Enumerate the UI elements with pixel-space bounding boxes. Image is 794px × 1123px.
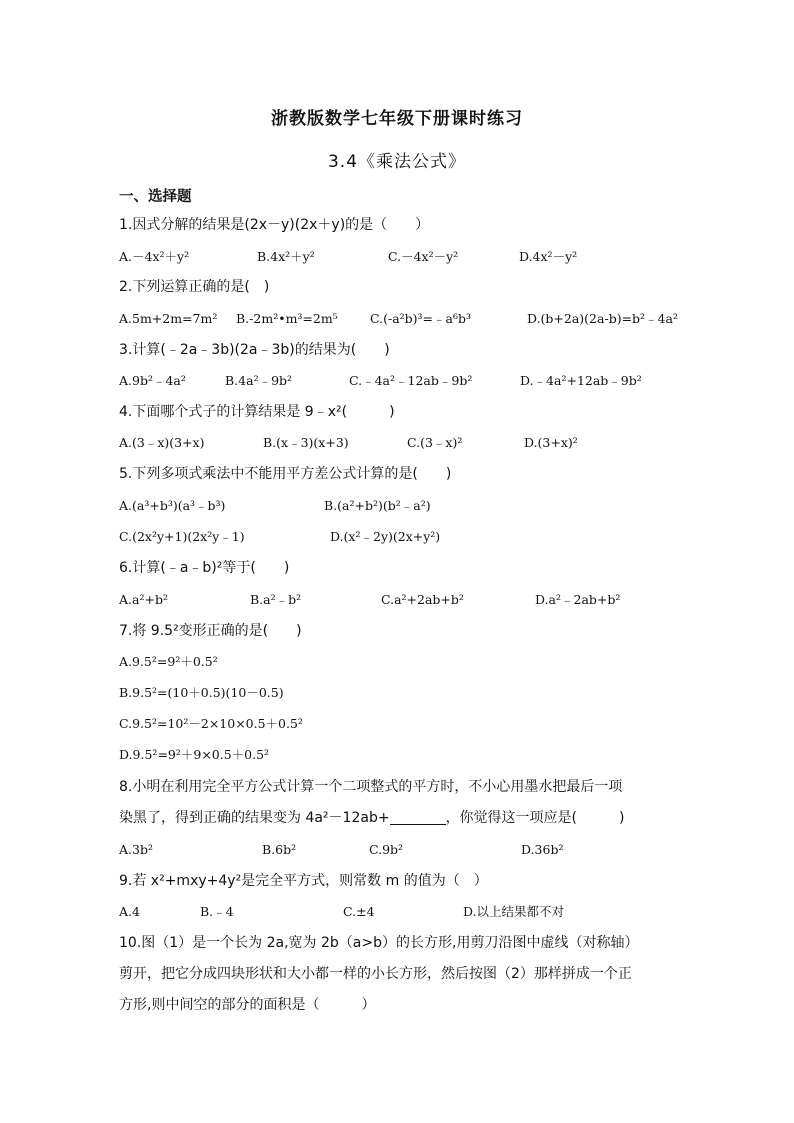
question-4-option-a: A.(3﹣x)(3+x)	[119, 435, 205, 450]
question-9-stem: 9.若 x²+mxy+4y²是完全平方式，则常数 m 的值为（ ）	[119, 873, 488, 889]
question-4-option-c: C.(3﹣x)²	[407, 435, 463, 450]
question-1-stem: 1.因式分解的结果是(2x－y)(2x＋y)的是（ ）	[119, 217, 430, 233]
question-8-stem-line2	[119, 808, 625, 828]
question-5-option-a: A.(a³+b³)(a³﹣b³)	[119, 498, 226, 513]
question-9-option-d: D.以上结果都不对	[463, 904, 565, 919]
question-6-option-a: A.a²+b²	[119, 592, 168, 607]
question-4-option-d: D.(3+x)²	[524, 435, 578, 450]
question-2-option-d: D.(b+2a)(2a-b)=b²﹣4a²	[527, 311, 678, 326]
question-1-option-b: B.4x²＋y²	[257, 249, 315, 264]
question-10-line2: 剪开，把它分成四块形状和大小都一样的小长方形，然后按图（2）那样拼成一个正	[119, 966, 632, 982]
question-4-option-b: B.(x﹣3)(x+3)	[263, 435, 349, 450]
question-5-option-d: D.(x²﹣2y)(2x+y²)	[330, 529, 441, 544]
question-7-option-b: B.9.5²=(10＋0.5)(10－0.5)	[119, 685, 284, 700]
question-2-option-a: A.5m+2m=7m²	[119, 311, 218, 326]
question-3-option-a: A.9b²﹣4a²	[119, 373, 186, 388]
question-8-option-b: B.6b²	[262, 842, 297, 857]
question-3-option-d: D.﹣4a²+12ab﹣9b²	[520, 373, 642, 388]
question-3-stem: 3.计算(﹣2a﹣3b)(2a﹣3b)的结果为( )	[119, 342, 390, 358]
question-1-option-a: A.－4x²＋y²	[119, 249, 190, 264]
section-heading: 一、选择题	[119, 189, 192, 205]
document-title: 浙教版数学七年级下册课时练习	[271, 109, 523, 129]
question-7-option-c: C.9.5²=10²－2×10×0.5＋0.5²	[119, 716, 303, 731]
question-5-stem: 5.下列多项式乘法中不能用平方差公式计算的是( )	[119, 466, 452, 482]
question-5-option-b: B.(a²+b²)(b²﹣a²)	[324, 498, 431, 513]
question-8-option-a: A.3b²	[119, 842, 153, 857]
document-subtitle: 3.4《乘法公式》	[327, 152, 467, 172]
question-9-option-a: A.4	[119, 904, 140, 919]
question-2-option-c: C.(-a²b)³=﹣a⁶b³	[370, 311, 471, 326]
question-5-option-c: C.(2x²y+1)(2x²y﹣1)	[119, 529, 245, 544]
question-6-option-d: D.a²﹣2ab+b²	[535, 592, 621, 607]
question-8-option-c: C.9b²	[369, 842, 404, 857]
question-1-option-d: D.4x²－y²	[519, 249, 578, 264]
question-10-line3: 方形,则中间空的部分的面积是（ ）	[119, 997, 376, 1013]
question-7-stem: 7.将 9.5²变形正确的是( )	[119, 623, 302, 639]
answer-blank	[390, 810, 446, 825]
question-2-stem: 2.下列运算正确的是( )	[119, 279, 270, 295]
question-7-option-a: A.9.5²=9²＋0.5²	[119, 654, 218, 669]
question-6-stem: 6.计算(﹣a﹣b)²等于( )	[119, 560, 290, 576]
question-6-option-c: C.a²+2ab+b²	[381, 592, 464, 607]
question-3-option-b: B.4a²﹣9b²	[225, 373, 293, 388]
question-2-option-b: B.-2m²•m³=2m⁵	[236, 311, 338, 326]
question-6-option-b: B.a²﹣b²	[250, 592, 302, 607]
question-3-option-c: C.﹣4a²﹣12ab﹣9b²	[349, 373, 473, 388]
question-8-stem-part-a: 染黑了，得到正确的结果变为 4a²－12ab+	[119, 810, 390, 826]
question-4-stem: 4.下面哪个式子的计算结果是 9﹣x²( )	[119, 404, 395, 420]
question-1-option-c: C.－4x²－y²	[388, 249, 459, 264]
question-8-option-d: D.36b²	[521, 842, 564, 857]
question-7-option-d: D.9.5²=9²＋9×0.5＋0.5²	[119, 747, 270, 762]
question-9-option-c: C.±4	[343, 904, 375, 919]
question-8-stem-line1: 8.小明在利用完全平方公式计算一个二项整式的平方时，不小心用墨水把最后一项	[119, 779, 623, 795]
question-10-line1: 10.图（1）是一个长为 2a,宽为 2b（a>b）的长方形,用剪刀沿图中虚线（对称轴）	[119, 935, 639, 951]
question-9-option-b: B.﹣4	[200, 904, 234, 919]
question-8-stem-part-b: ，你觉得这一项应是( )	[445, 810, 625, 826]
